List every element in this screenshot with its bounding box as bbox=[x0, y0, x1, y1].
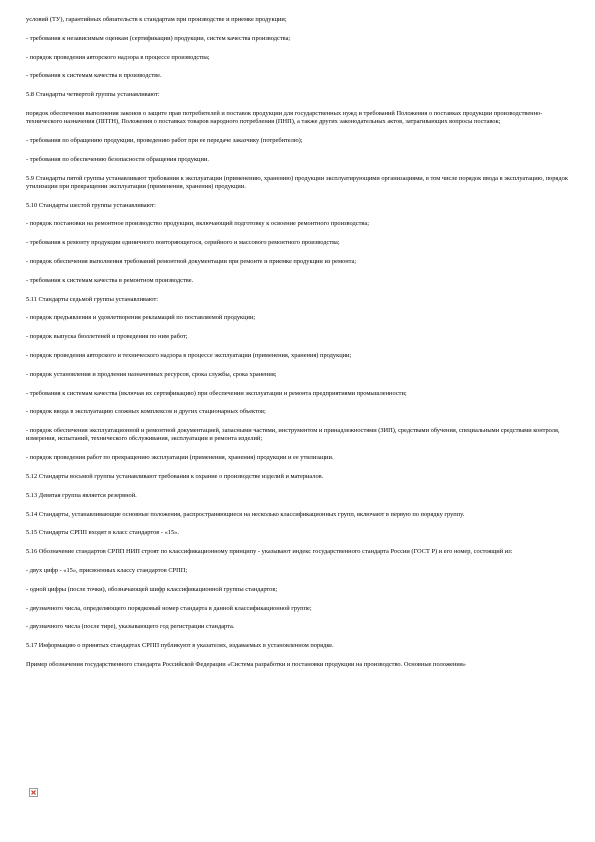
paragraph: - порядок постановки на ремонтное производство продукции, включающий подготовку к освоение ремонтного производства; bbox=[26, 220, 369, 228]
paragraph: - порядок обеспечения выполнения требований ремонтной документации при ремонте и приемке продукции из ремонта; bbox=[26, 257, 357, 265]
broken-image-x-mark bbox=[30, 789, 37, 796]
paragraph: - порядок ввода в эксплуатацию сложных комплексов и других стационарных объектов; bbox=[26, 408, 266, 416]
paragraph: - требования к ремонту продукции единичного повторяющегося, серийного и массового ремонтного производства; bbox=[26, 239, 340, 247]
paragraph: Пример обозначения государственного стандарта Российской Федерации «Система разработки и постановки продукции на производство. Основные положения» bbox=[26, 660, 466, 668]
paragraph: - требования к независимым оценкам (сертификации) продукции, систем качества производства; bbox=[26, 34, 291, 42]
paragraph: - требования к системам качества в производстве. bbox=[26, 72, 162, 80]
paragraph: - порядок установления и продления назначенных ресурсов, срока службы, срока хранения; bbox=[26, 370, 277, 378]
paragraph: - требования к системам качества (включая их сертификацию) при обеспечении эксплуатации и ремонта предприятиями промышленности; bbox=[26, 389, 407, 397]
paragraph: - одной цифры (после точки), обозначающей шифр классификационной группы стандартов; bbox=[26, 585, 278, 593]
paragraph: 5.12 Стандарты восьмой группы устанавливают требования к охрание о производстве изделий и материалов. bbox=[26, 472, 324, 480]
paragraph: 5.15 Стандарты СРПП входят в класс стандартов - «15». bbox=[26, 529, 179, 537]
paragraph: порядок обеспечения выполнения законов о защите прав потребителей и поставок продукции для государственных нужд и требований Положения о поставках продукции производственно-технического назначения (ППТН), Положения о поставках товаров народного потребления (ПНП), а также других законодательных актов, затрагивающих вопросы поставок; bbox=[26, 109, 543, 126]
paragraph: 5.14 Стандарты, устанавливающие основные положения, распространяющиеся на несколько классификационных групп, включают в первую по порядку группу. bbox=[26, 510, 465, 518]
document-body bbox=[26, 16, 571, 680]
paragraph: - требования к системам качества в ремонтном производстве. bbox=[26, 276, 194, 284]
paragraph: 5.11 Стандарты седьмой группы устанавливают: bbox=[26, 295, 159, 303]
paragraph: 5.10 Стандарты шестой группы устанавливают: bbox=[26, 201, 156, 209]
paragraph: 5.16 Обозначение стандартов СРПП НИП строят по классификационному принципу - указывают индекс государственного стандарта России (ГОСТ Р) и его номер, состоящий из: bbox=[26, 548, 513, 556]
paragraph: 5.13 Девятая группа является резервной. bbox=[26, 491, 137, 499]
paragraph: 5.9 Стандарты пятой группы устанавливают требования к эксплуатации (применению, хранению) продукции эксплуатирующими организациями, в том числе порядок ввода в эксплуатацию, порядок утилизации при прекращении эксплуатации (применения, хранения) продукции. bbox=[26, 174, 568, 190]
paragraph: - порядок выпуска бюллетеней и проведения по ним работ; bbox=[26, 333, 188, 341]
paragraph: - требования по обеспечению безопасности обращения продукции. bbox=[26, 155, 209, 163]
paragraph: - порядок проведения авторского надзора в процессе производства; bbox=[26, 53, 210, 61]
broken-image-icon bbox=[29, 788, 38, 797]
paragraph: 5.17 Информацию о принятых стандартах СРПП публикуют в указателях, издаваемых в установленном порядке. bbox=[26, 642, 334, 650]
paragraph: - требования по обращению продукции, проведению работ при ее передаче заказчику (потребителю); bbox=[26, 136, 303, 144]
paragraph: - двузначного числа, определяющего порядковый номер стандарта в данной классификационной группе; bbox=[26, 604, 312, 612]
paragraph: - порядок предъявления и удовлетворения рекламаций по поставляемой продукции; bbox=[26, 314, 256, 322]
paragraph: - порядок проведения работ по прекращению эксплуатации (применения, хранения) продукции и ее утилизации. bbox=[26, 454, 334, 462]
paragraph: - двузначного числа (после тире), указывающего год регистрации стандарта. bbox=[26, 623, 235, 631]
paragraph: - двух цифр - «15», присвоенных классу стандартов СРПП; bbox=[26, 566, 188, 574]
paragraph: - порядок обеспечения эксплуатационной и ремонтной документацией, запасными частями, инструментом и принадлежностями (ЗИП), средствами обучения, специальными средствами контроля, измерения, испытаний, технического обслуживания, эксплуатации и ремонта изделий; bbox=[26, 427, 560, 443]
paragraph: 5.8 Стандарты четвертой группы устанавливают: bbox=[26, 91, 160, 99]
paragraph: условий (ТУ), гарантийных обязательств к стандартам при производстве и приемке продукции; bbox=[26, 16, 287, 23]
paragraph: - порядок проведения авторского и технического надзора в процессе эксплуатации (применения, хранения) продукции; bbox=[26, 351, 352, 359]
